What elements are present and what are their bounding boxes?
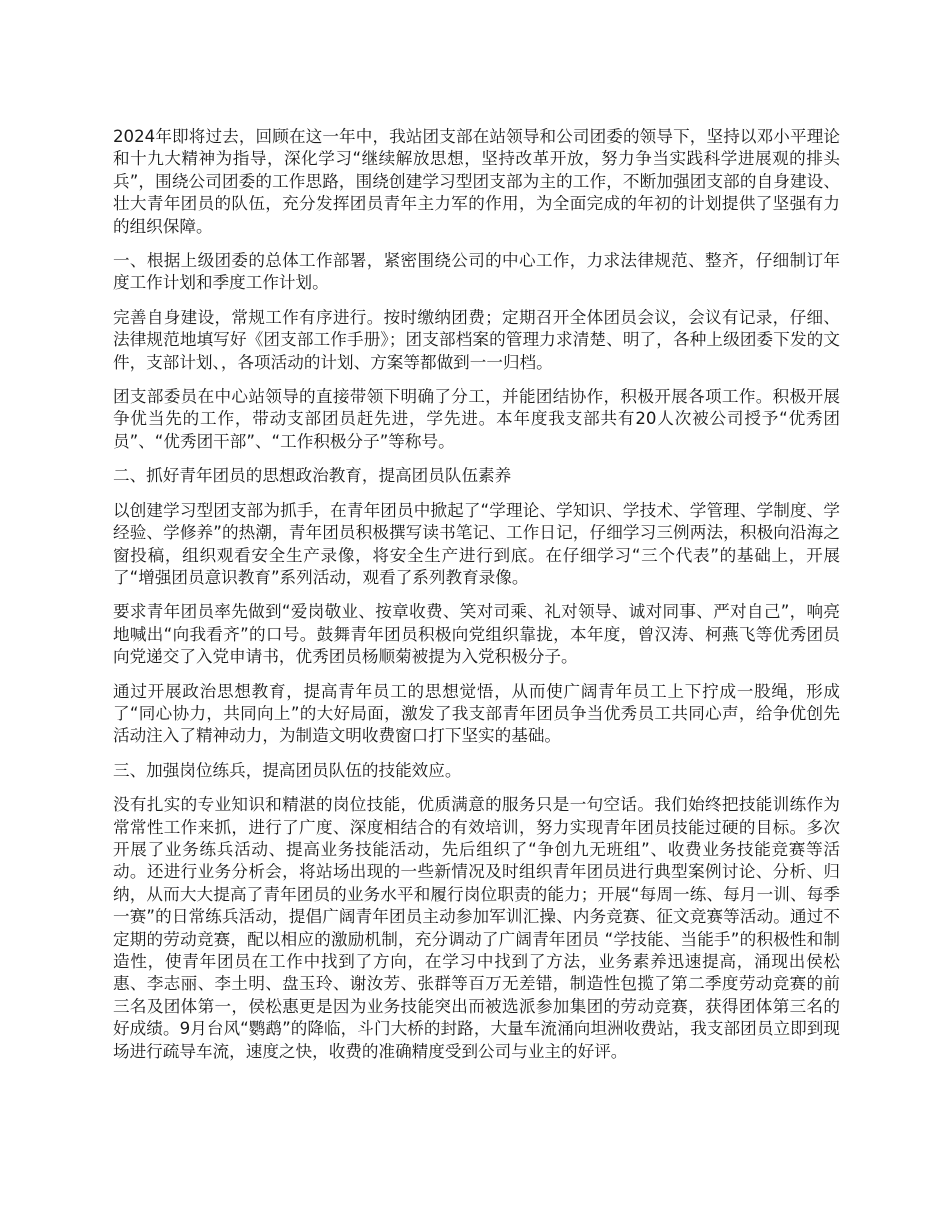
section-two-heading: 二、抓好青年团员的思想政治教育，提高团员队伍素养 — [113, 466, 512, 486]
paragraph: 没有扎实的专业知识和精湛的岗位技能，优质满意的服务只是一句空话。我们始终把技能训练作为常常性工作来抓，进行了广度、深度相结合的有效培训，努力实现青年团员技能过硬的目标。多次开展了业务练兵活动、提高业务技能活动，先后组织了“争创九无班组”、收费业务技能竞赛等活动。还进行业务分析会，将站场出现的一些新情况及时组织青年团员进行典型案例讨论、分析、归纳，从而大大提高了青年团员的业务水平和履行岗位职责的能力；开展“每周一练、每月一训、每季一赛”的日常练兵活动，提倡广阔青年团员主动参加军训汇操、内务竞赛、征文竞赛等活动。通过不定期的劳动竞赛，配以相应的激励机制，充分调动了广阔青年团员 “学技能、当能手”的积极性和制造性，使青年团员在工作中找到了方向，在学习中找到了方法，业务素养迅速提高，涌现出侯松惠、李志丽、李土明、盘玉玲、谢汝芳、张群等百万无差错，制造性包揽了第二季度劳动竞赛的前三名及团体第一，侯松惠更是因为业务技能突出而被选派参加集团的劳动竞赛，获得团体第三名的好成绩。9月台风“鹦鹉”的降临，斗门大桥的封路，大量车流涌向坦洲收费站，我支部团员立即到现场进行疏导车流，速度之快，收费的准确精度受到公司与业主的好评。 — [113, 795, 840, 1061]
document-body — [113, 126, 840, 1075]
paragraph: 要求青年团员率先做到“爱岗敬业、按章收费、笑对司乘、礼对领导、诚对同事、严对自己”，响亮地喊出“向我看齐”的口号。鼓舞青年团员积极向党组织靠拢，本年度，曾汉涛、柯燕飞等优秀团员向党递交了入党申请书，优秀团员杨顺菊被提为入党积极分子。 — [113, 602, 840, 667]
paragraph: 通过开展政治思想教育，提高青年员工的思想觉悟，从而使广阔青年员工上下拧成一股绳，形成了“同心协力，共同向上”的大好局面，激发了我支部青年团员争当优秀员工共同心声，给争优创先活动注入了精神动力，为制造文明收费窗口打下坚实的基础。 — [113, 681, 840, 746]
paragraph: 团支部委员在中心站领导的直接带领下明确了分工，并能团结协作，积极开展各项工作。积极开展争优当先的工作，带动支部团员赶先进，学先进。本年度我支部共有20人次被公司授予“优秀团员”、“优秀团干部”、“工作积极分子”等称号。 — [113, 387, 840, 451]
paragraph: 以创建学习型团支部为抓手，在青年团员中掀起了“学理论、学知识、学技术、学管理、学制度、学经验、学修养”的热潮，青年团员积极撰写读书笔记、工作日记，仔细学习三例两法，积极向沿海之窗投稿，组织观看安全生产录像，将安全生产进行到底。在仔细学习“三个代表”的基础上，开展了“增强团员意识教育”系列活动，观看了系列教育录像。 — [113, 500, 840, 587]
intro-paragraph: 2024年即将过去，回顾在这一年中，我站团支部在站领导和公司团委的领导下，坚持以邓小平理论和十九大精神为指导，深化学习“继续解放思想，坚持改革开放，努力争当实践科学进展观的排头兵”，围绕公司团委的工作思路，围绕创建学习型团支部为主的工作，不断加强团支部的自身建设、壮大青年团员的队伍，充分发挥团员青年主力军的作用，为全面完成的年初的计划提供了坚强有力的组织保障。 — [113, 127, 840, 236]
section-one-heading: 一、根据上级团委的总体工作部署，紧密围绕公司的中心工作，力求法律规范、整齐，仔细制订年度工作计划和季度工作计划。 — [113, 251, 840, 293]
paragraph: 完善自身建设，常规工作有序进行。按时缴纳团费；定期召开全体团员会议，会议有记录，仔细、法律规范地填写好《团支部工作手册》；团支部档案的管理力求清楚、明了，各种上级团委下发的文件，支部计划、，各项活动的计划、方案等都做到一一归档。 — [113, 307, 840, 372]
section-three-heading: 三、加强岗位练兵，提高团员队伍的技能效应。 — [113, 760, 462, 780]
